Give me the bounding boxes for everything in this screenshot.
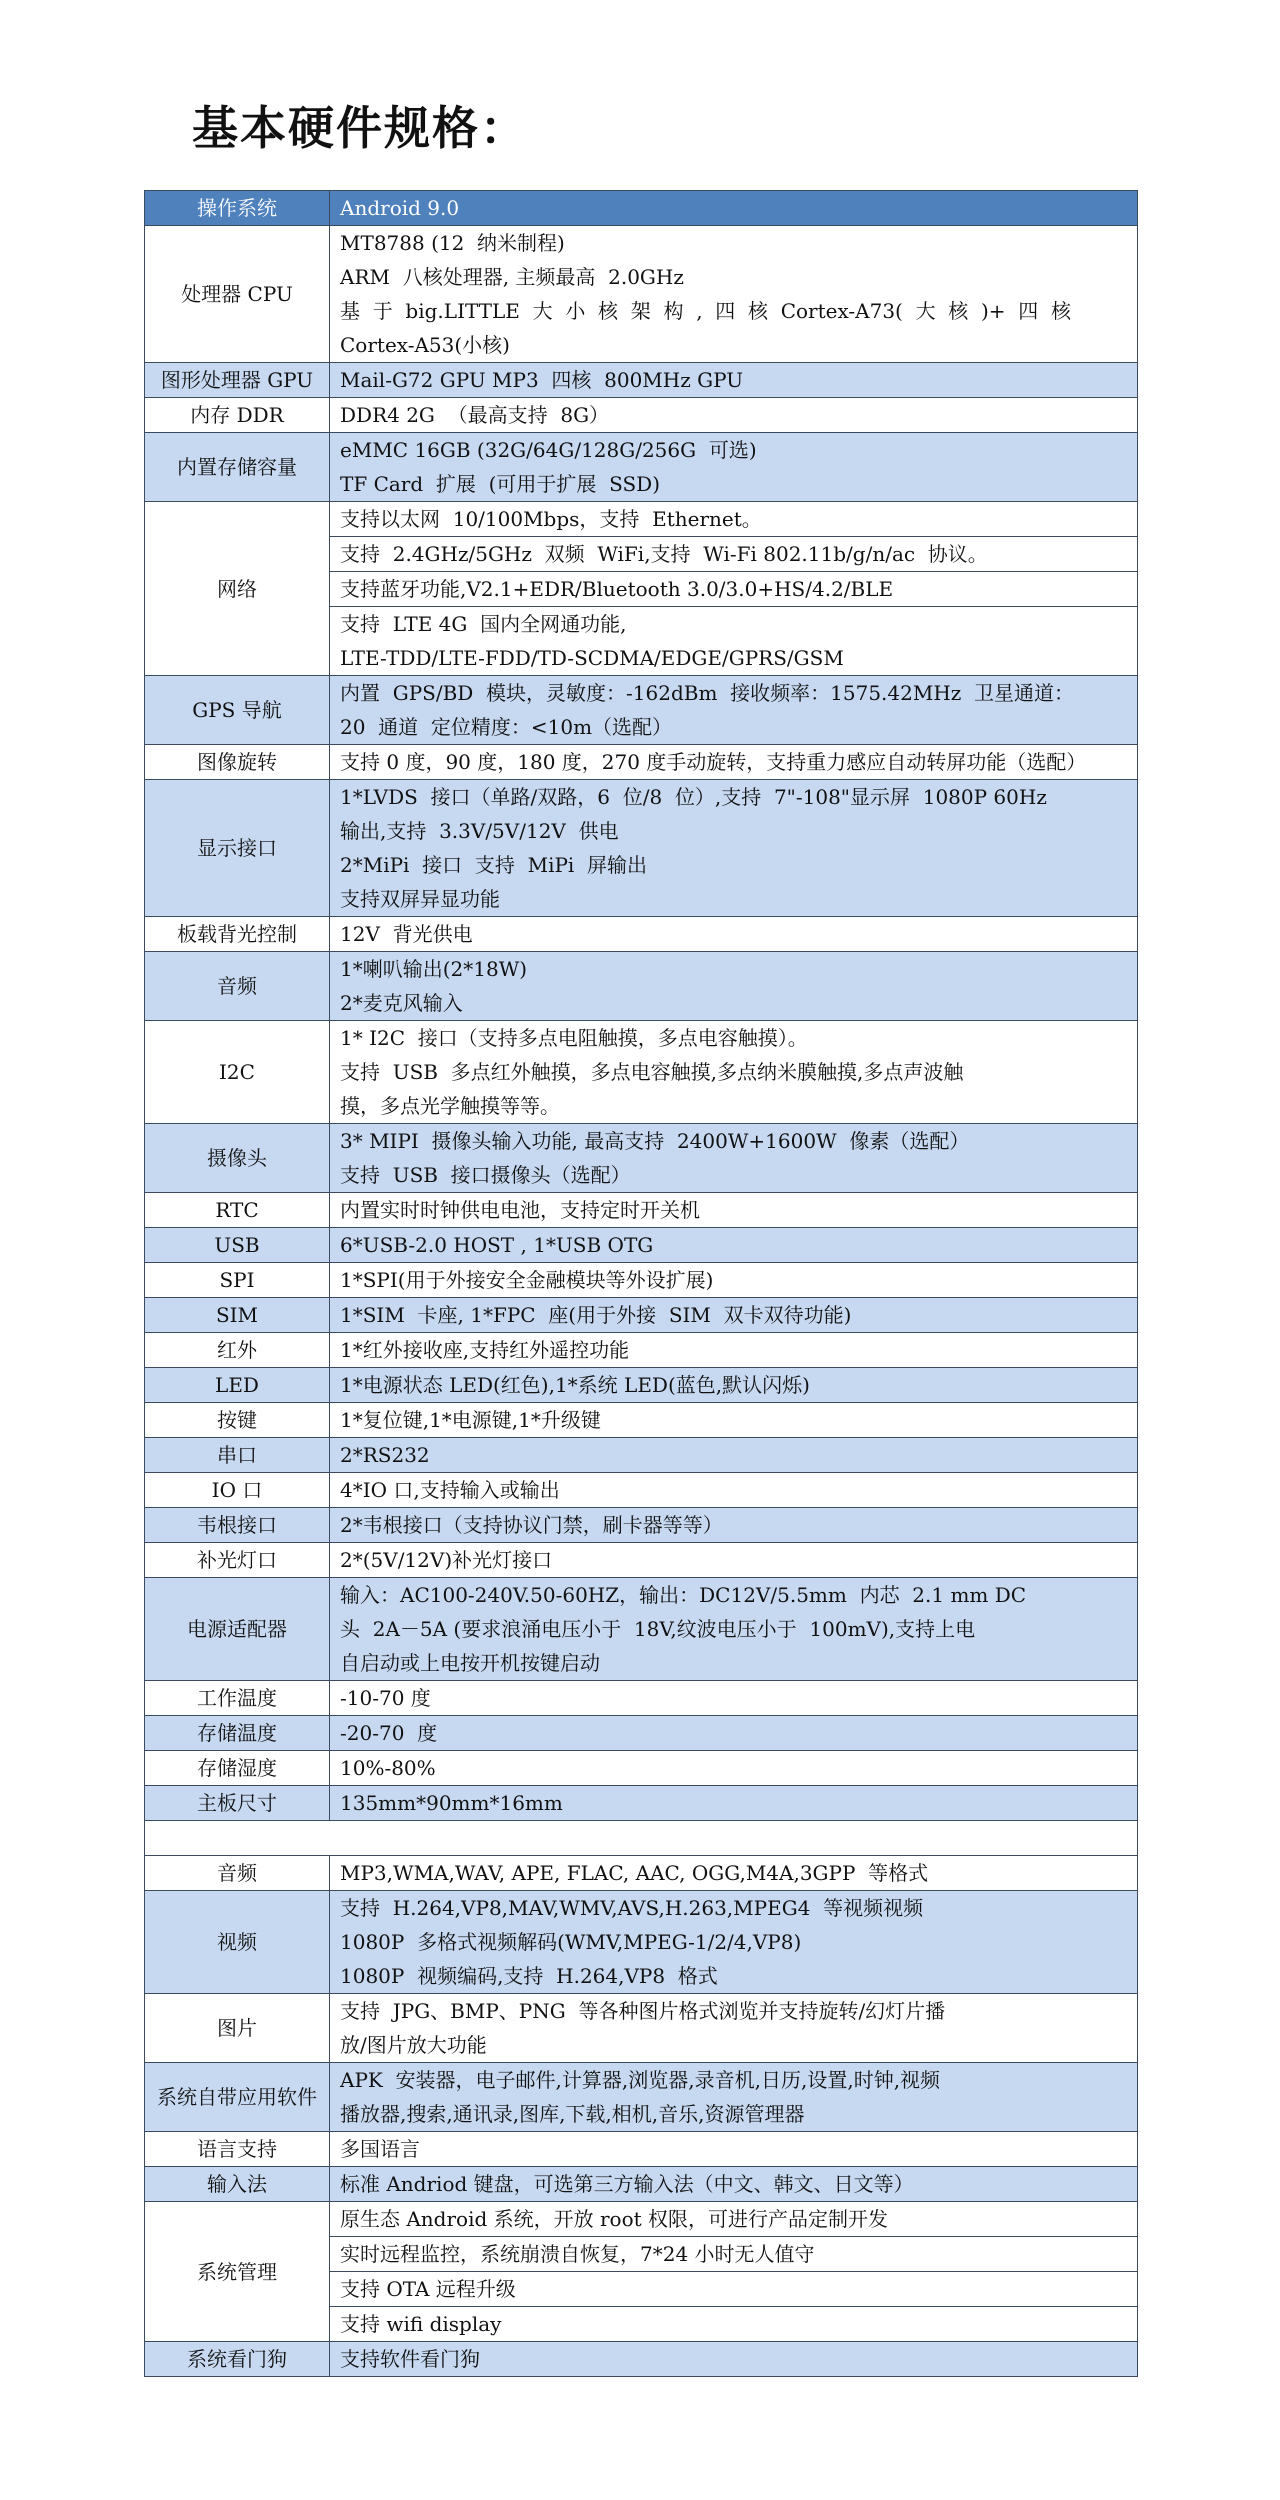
table-row (144, 1298, 1138, 1333)
table-row (144, 1994, 1138, 2063)
row-value-line: 内置 GPS/BD 模块，灵敏度：-162dBm 接收频率：1575.42MHz 卫星通道： (340, 681, 1075, 705)
row-values (330, 1891, 1137, 1993)
row-values (330, 226, 1137, 362)
row-label: 系统自带应用软件 (145, 2063, 330, 2131)
row-label: 系统管理 (145, 2202, 330, 2341)
row-values (330, 502, 1137, 675)
row-label: 网络 (145, 502, 330, 675)
row-value-line: 2*MiPi 接口 支持 MiPi 屏输出 (340, 853, 648, 877)
table-row (144, 502, 1138, 676)
row-label: 图片 (145, 1994, 330, 2062)
row-value-line: 播放器,搜索,通讯录,图库,下载,相机,音乐,资源管理器 (340, 2102, 805, 2126)
row-label: 显示接口 (145, 780, 330, 916)
row-label: USB (145, 1228, 330, 1262)
row-label: I2C (145, 1021, 330, 1123)
table-row (144, 226, 1138, 363)
table-row (144, 2202, 1138, 2342)
row-value-line: 多国语言 (340, 2137, 420, 2161)
row-value-line: 支持 USB 接口摄像头（选配） (340, 1163, 631, 1187)
row-values (330, 1856, 1137, 1890)
row-label: 摄像头 (145, 1124, 330, 1192)
table-row (144, 1891, 1138, 1994)
row-value-line: 1*SPI(用于外接安全金融模块等外设扩展) (340, 1268, 714, 1292)
row-value-line: -10-70 度 (340, 1686, 431, 1710)
row-value-line: 放/图片放大功能 (340, 2033, 487, 2057)
row-values (330, 1543, 1137, 1577)
row-values (330, 1821, 1137, 1855)
row-values (330, 1263, 1137, 1297)
row-value-line: MP3,WMA,WAV, APE, FLAC, AAC, OGG,M4A,3GPP 等格式 (340, 1861, 929, 1885)
table-row (144, 398, 1138, 433)
row-label: 存储温度 (145, 1716, 330, 1750)
table-row (144, 1368, 1138, 1403)
table-row (144, 433, 1138, 502)
row-values (330, 1994, 1137, 2062)
row-label: 内存 DDR (145, 398, 330, 432)
page-title: 基本硬件规格： (192, 101, 528, 155)
table-row (144, 1473, 1138, 1508)
row-values (330, 1403, 1137, 1437)
row-label: 图形处理器 GPU (145, 363, 330, 397)
row-label: 内置存储容量 (145, 433, 330, 501)
table-row (144, 1508, 1138, 1543)
table-row (144, 2063, 1138, 2132)
row-value-line: 支持双屏异显功能 (340, 887, 500, 911)
table-row (144, 1821, 1138, 1856)
row-values (330, 433, 1137, 501)
row-value-line: 2*韦根接口（支持协议门禁，刷卡器等等） (340, 1513, 723, 1537)
row-label: 韦根接口 (145, 1508, 330, 1542)
table-row (144, 780, 1138, 917)
row-label: 主板尺寸 (145, 1786, 330, 1820)
table-row (144, 952, 1138, 1021)
row-value-line: 1* I2C 接口（支持多点电阻触摸，多点电容触摸）。 (340, 1026, 808, 1050)
table-row (144, 1021, 1138, 1124)
row-value-line: 2*(5V/12V)补光灯接口 (340, 1548, 553, 1572)
row-value-line: DDR4 2G （最高支持 8G） (340, 403, 610, 427)
row-values (330, 676, 1137, 744)
row-value-line: 内置实时时钟供电电池，支持定时开关机 (340, 1198, 700, 1222)
table-row (144, 1543, 1138, 1578)
row-values (330, 780, 1137, 916)
row-label: 语言支持 (145, 2132, 330, 2166)
row-value-line: 支持以太网 10/100Mbps，支持 Ethernet。 (340, 507, 762, 531)
row-values (330, 1681, 1137, 1715)
table-row (144, 1228, 1138, 1263)
table-row (144, 1438, 1138, 1473)
row-value-line: 1*复位键,1*电源键,1*升级键 (340, 1408, 601, 1432)
row-values (330, 952, 1137, 1020)
row-value-line: 4*IO 口,支持输入或输出 (340, 1478, 560, 1502)
row-value-line: 6*USB-2.0 HOST , 1*USB OTG (340, 1233, 654, 1257)
row-values (330, 917, 1137, 951)
table-row (144, 2167, 1138, 2202)
row-value-line: 自启动或上电按开机按键启动 (340, 1651, 600, 1675)
row-value-line: 支持蓝牙功能,V2.1+EDR/Bluetooth 3.0/3.0+HS/4.2/BLE (330, 571, 1137, 606)
table-row (144, 2132, 1138, 2167)
row-values (330, 1368, 1137, 1402)
row-label: RTC (145, 1193, 330, 1227)
table-row (144, 2342, 1138, 2377)
row-label: 输入法 (145, 2167, 330, 2201)
row-value-line: 10%-80% (340, 1756, 436, 1780)
row-value-line: TF Card 扩展 (可用于扩展 SSD) (340, 472, 660, 496)
row-label: 按键 (145, 1403, 330, 1437)
row-values (330, 1578, 1137, 1680)
row-value-line: 2*RS232 (340, 1443, 430, 1467)
table-row (144, 917, 1138, 952)
row-value-line: 2*麦克风输入 (340, 991, 463, 1015)
row-values (330, 2167, 1137, 2201)
row-value-line: MT8788 (12 纳米制程) (340, 231, 565, 255)
row-value-line: 头 2A－5A (要求浪涌电压小于 18V,纹波电压小于 100mV),支持上电 (340, 1617, 976, 1641)
table-header-row (144, 190, 1138, 226)
row-values (330, 1508, 1137, 1542)
row-value-line: 1080P 视频编码,支持 H.264,VP8 格式 (340, 1964, 718, 1988)
row-label: SIM (145, 1298, 330, 1332)
row-value-line: 1*电源状态 LED(红色),1*系统 LED(蓝色,默认闪烁) (340, 1373, 810, 1397)
row-label: 板载背光控制 (145, 917, 330, 951)
row-values (330, 1193, 1137, 1227)
row-value-line: 1*红外接收座,支持红外遥控功能 (340, 1338, 630, 1362)
row-value-line: 支持 LTE 4G 国内全网通功能, (330, 606, 1137, 641)
row-value-line: 12V 背光供电 (340, 922, 473, 946)
row-value-line: 1*喇叭输出(2*18W) (340, 957, 528, 981)
row-values (330, 1228, 1137, 1262)
row-label: 音频 (145, 1856, 330, 1890)
row-value-line: LTE-TDD/LTE-FDD/TD-SCDMA/EDGE/GPRS/GSM (340, 646, 844, 670)
row-label: LED (145, 1368, 330, 1402)
row-label: 图像旋转 (145, 745, 330, 779)
table-row (144, 1193, 1138, 1228)
row-value-line: 支持 H.264,VP8,MAV,WMV,AVS,H.263,MPEG4 等视频视频 (340, 1896, 924, 1920)
table-row (144, 1786, 1138, 1821)
row-label: 补光灯口 (145, 1543, 330, 1577)
row-value-line: 输出,支持 3.3V/5V/12V 供电 (340, 819, 619, 843)
row-values (330, 1751, 1137, 1785)
row-label: 系统看门狗 (145, 2342, 330, 2376)
row-value-line: 1*SIM 卡座, 1*FPC 座(用于外接 SIM 双卡双待功能) (340, 1303, 852, 1327)
row-values (330, 2202, 1137, 2341)
row-value-line: 支持 2.4GHz/5GHz 双频 WiFi,支持 Wi-Fi 802.11b/g/n/ac 协议。 (330, 536, 1137, 571)
row-label: 串口 (145, 1438, 330, 1472)
table-row (144, 1751, 1138, 1786)
row-value-line: 实时远程监控，系统崩溃自恢复，7*24 小时无人值守 (330, 2236, 1137, 2271)
row-value-line: APK 安装器，电子邮件,计算器,浏览器,录音机,日历,设置,时钟,视频 (340, 2068, 941, 2092)
row-values (330, 1124, 1137, 1192)
row-value-line: Android 9.0 (340, 196, 460, 220)
row-value-line: 基 于 big.LITTLE 大 小 核 架 构 , 四 核 Cortex-A73( 大 核 )+ 四 核 (340, 299, 1071, 323)
table-row (144, 1403, 1138, 1438)
row-value-line: 支持 JPG、BMP、PNG 等各种图片格式浏览并支持旋转/幻灯片播 (340, 1999, 946, 2023)
row-value-line: 135mm*90mm*16mm (340, 1791, 563, 1815)
row-value-line: -20-70 度 (340, 1721, 438, 1745)
row-label: GPS 导航 (145, 676, 330, 744)
table-row (144, 1681, 1138, 1716)
table-row (144, 745, 1138, 780)
row-values (330, 398, 1137, 432)
row-values (330, 1298, 1137, 1332)
table-row (144, 1263, 1138, 1298)
row-label: 视频 (145, 1891, 330, 1993)
row-value-line: 1*LVDS 接口（单路/双路，6 位/8 位）,支持 7"-108"显示屏 1080P 60Hz (340, 785, 1047, 809)
row-value-line: 1080P 多格式视频解码(WMV,MPEG-1/2/4,VP8) (340, 1930, 802, 1954)
row-label: 工作温度 (145, 1681, 330, 1715)
row-label: 电源适配器 (145, 1578, 330, 1680)
row-value-line: Cortex-A53(小核) (340, 333, 510, 357)
table-row (144, 363, 1138, 398)
row-value-line (330, 1821, 1137, 1855)
row-value-line: ARM 八核处理器, 主频最高 2.0GHz (340, 265, 684, 289)
row-label: 处理器 CPU (145, 226, 330, 362)
row-value-line: 标准 Andriod 键盘，可选第三方输入法（中文、韩文、日文等） (340, 2172, 914, 2196)
row-values (330, 1786, 1137, 1820)
table-row (144, 1856, 1138, 1891)
row-value-line: 支持 USB 多点红外触摸，多点电容触摸,多点纳米膜触摸,多点声波触 (340, 1060, 964, 1084)
row-value-line: 支持 OTA 远程升级 (330, 2271, 1137, 2306)
row-label: 音频 (145, 952, 330, 1020)
table-row (144, 1716, 1138, 1751)
row-label: 存储湿度 (145, 1751, 330, 1785)
row-value-line: eMMC 16GB (32G/64G/128G/256G 可选) (340, 438, 757, 462)
row-values (330, 2063, 1137, 2131)
row-label: 操作系统 (145, 191, 330, 225)
table-row (144, 1124, 1138, 1193)
row-value-line: Mail-G72 GPU MP3 四核 800MHz GPU (340, 368, 744, 392)
table-row (144, 1578, 1138, 1681)
row-values (330, 2132, 1137, 2166)
row-value-line: 输入：AC100-240V.50-60HZ，输出：DC12V/5.5mm 内芯 2.1 mm DC (340, 1583, 1027, 1607)
row-values (330, 1021, 1137, 1123)
row-value-line: 原生态 Android 系统，开放 root 权限，可进行产品定制开发 (340, 2207, 889, 2231)
row-values (330, 191, 1137, 225)
row-values (330, 745, 1137, 779)
row-values (330, 1473, 1137, 1507)
row-value-line: 支持 wifi display (330, 2306, 1137, 2341)
row-values (330, 363, 1137, 397)
table-row (144, 1333, 1138, 1368)
row-value-line: 支持软件看门狗 (340, 2347, 480, 2371)
row-values (330, 1333, 1137, 1367)
row-values (330, 2342, 1137, 2376)
row-value-line: 20 通道 定位精度：<10m（选配） (340, 715, 673, 739)
table-row (144, 676, 1138, 745)
row-label: 红外 (145, 1333, 330, 1367)
row-value-line: 3* MIPI 摄像头输入功能, 最高支持 2400W+1600W 像素（选配） (340, 1129, 970, 1153)
row-label: SPI (145, 1263, 330, 1297)
row-value-line: 摸，多点光学触摸等等。 (340, 1094, 560, 1118)
row-label (145, 1821, 330, 1855)
spec-table (144, 190, 1138, 2377)
row-label: IO 口 (145, 1473, 330, 1507)
row-value-line: 支持 0 度，90 度，180 度，270 度手动旋转，支持重力感应自动转屏功能（选配） (340, 750, 1087, 774)
row-values (330, 1438, 1137, 1472)
row-values (330, 1716, 1137, 1750)
